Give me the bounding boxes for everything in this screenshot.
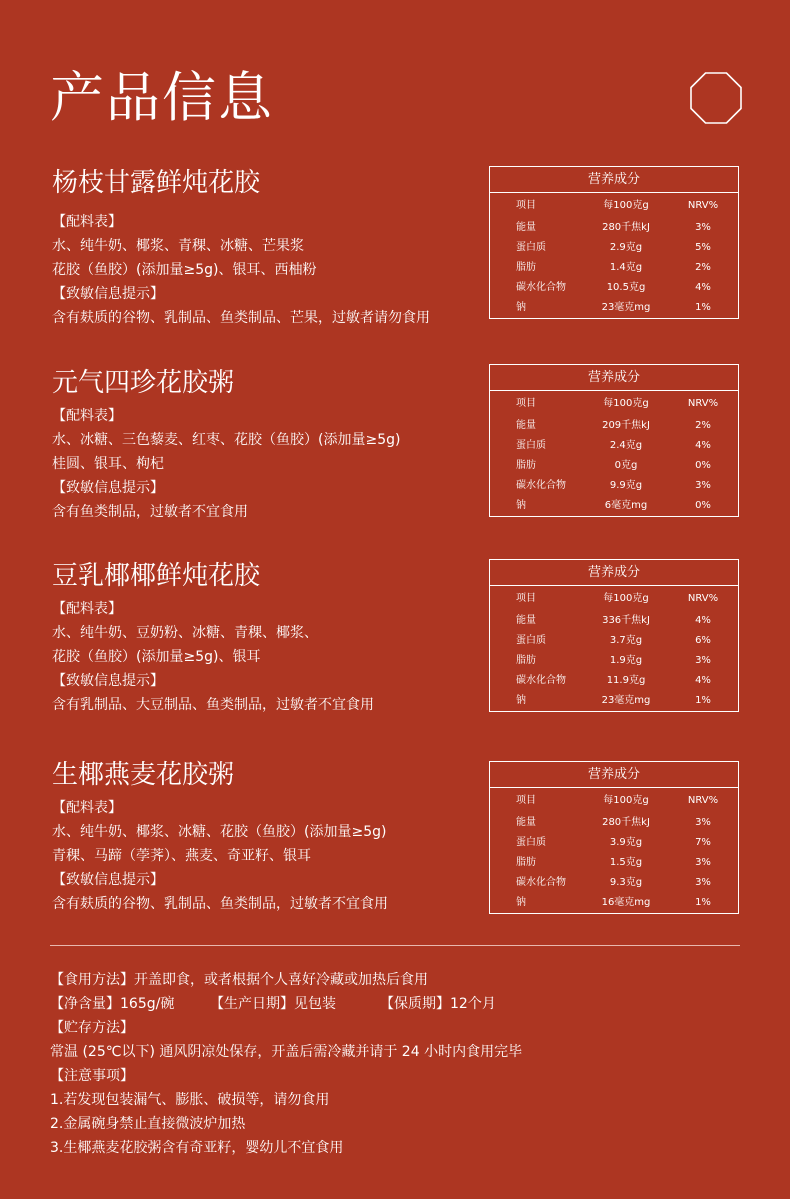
product-name: 豆乳椰椰鲜炖花胶 [52,561,261,591]
nutrition-row [490,631,738,651]
col-per: 每100克g [603,398,649,409]
net-weight: 【净含量】165g/碗 [50,996,175,1012]
product-name: 生椰燕麦花胶粥 [52,760,235,790]
note-item: 2.金属碗身禁止直接微波炉加热 [50,1116,246,1132]
nutrient-name: 脂肪 [516,857,536,868]
nutrient-value: 10.5克g [606,282,646,293]
nutrient-value: 23毫克mg [601,695,651,706]
ingredients-heading: 【配料表】 [52,601,122,617]
production-date: 【生产日期】见包装 [210,996,336,1012]
nutrient-nrv: 3% [695,857,711,868]
octagon-icon [690,72,742,124]
nutrition-row [490,456,738,476]
nutrient-nrv: 3% [695,877,711,888]
product-name: 元气四珍花胶粥 [52,368,235,398]
nutrient-nrv: 2% [695,262,711,273]
allergen-text: 含有乳制品、大豆制品、鱼类制品，过敏者不宜食用 [52,697,374,713]
nutrition-row [490,258,738,278]
nutrient-nrv: 0% [695,500,711,511]
ingredients-line: 花胶（鱼胶）(添加量≥5g)、银耳 [52,649,261,665]
note-item: 3.生椰燕麦花胶粥含有奇亚籽，婴幼儿不宜食用 [50,1140,344,1156]
ingredients-line: 青稞、马蹄（荸荠）、燕麦、奇亚籽、银耳 [52,848,311,864]
nutrition-row [490,278,738,298]
ingredients-heading: 【配料表】 [52,408,122,424]
nutrition-row [490,476,738,496]
col-per: 每100克g [603,200,649,211]
ingredients-heading: 【配料表】 [52,800,122,816]
nutrition-header-row [490,589,738,609]
nutrition-header-row [490,791,738,811]
nutrient-nrv: 3% [695,817,711,828]
nutrient-nrv: 1% [695,897,711,908]
nutrition-table-title: 营养成分 [490,762,738,788]
nutrition-row [490,218,738,238]
nutrient-value: 2.9克g [609,242,643,253]
col-per: 每100克g [603,795,649,806]
nutrition-table-title: 营养成分 [490,560,738,586]
nutrient-nrv: 3% [695,655,711,666]
nutrition-row [490,496,738,516]
nutrition-row [490,691,738,711]
allergen-heading: 【致敏信息提示】 [52,480,164,496]
ingredients-line: 水、纯牛奶、豆奶粉、冰糖、青稞、椰浆、 [52,625,318,641]
product-name: 杨枝甘露鲜炖花胶 [52,168,261,198]
nutrient-value: 23毫克mg [601,302,651,313]
notes-heading: 【注意事项】 [50,1068,134,1084]
col-item: 项目 [516,398,536,409]
nutrient-value: 2.4克g [609,440,643,451]
nutrition-table [489,559,739,712]
nutrition-row [490,893,738,913]
nutrient-name: 碳水化合物 [516,877,566,888]
allergen-text: 含有麸质的谷物、乳制品、鱼类制品，过敏者不宜食用 [52,896,388,912]
nutrient-value: 6毫克mg [604,500,648,511]
nutrition-table [489,364,739,517]
nutrient-name: 蛋白质 [516,242,546,253]
nutrient-name: 碳水化合物 [516,282,566,293]
nutrient-nrv: 2% [695,420,711,431]
nutrient-value: 1.4克g [609,262,643,273]
nutrient-nrv: 6% [695,635,711,646]
nutrient-value: 16毫克mg [601,897,651,908]
nutrient-nrv: 4% [695,675,711,686]
shelf-life: 【保质期】12个月 [380,996,496,1012]
nutrition-row [490,298,738,318]
nutrient-value: 1.5克g [609,857,643,868]
nutrient-value: 336千焦kJ [602,615,650,626]
nutrient-name: 碳水化合物 [516,480,566,491]
col-nrv: NRV% [687,795,719,806]
nutrition-table-title: 营养成分 [490,365,738,391]
nutrition-row [490,833,738,853]
section-divider [50,945,740,946]
ingredients-line: 水、冰糖、三色藜麦、红枣、花胶（鱼胶）(添加量≥5g) [52,432,401,448]
allergen-heading: 【致敏信息提示】 [52,286,164,302]
nutrition-row [490,436,738,456]
nutrient-value: 9.9克g [609,480,643,491]
ingredients-line: 水、纯牛奶、椰浆、青稞、冰糖、芒果浆 [52,238,304,254]
nutrient-name: 脂肪 [516,262,536,273]
col-nrv: NRV% [687,398,719,409]
nutrient-nrv: 1% [695,695,711,706]
nutrient-name: 能量 [516,222,536,233]
nutrient-name: 钠 [516,897,526,908]
nutrition-row [490,651,738,671]
nutrient-nrv: 3% [695,222,711,233]
nutrition-row [490,416,738,436]
nutrition-row [490,238,738,258]
nutrient-nrv: 1% [695,302,711,313]
ingredients-heading: 【配料表】 [52,214,122,230]
nutrition-row [490,611,738,631]
ingredients-line: 水、纯牛奶、椰浆、冰糖、花胶（鱼胶）(添加量≥5g) [52,824,387,840]
storage-text: 常温 (25℃以下) 通风阴凉处保存，开盖后需冷藏并请于 24 小时内食用完毕 [50,1044,523,1060]
allergen-text: 含有鱼类制品，过敏者不宜食用 [52,504,248,520]
nutrient-value: 280千焦kJ [602,222,650,233]
nutrition-row [490,671,738,691]
nutrient-nrv: 0% [695,460,711,471]
nutrient-value: 280千焦kJ [602,817,650,828]
nutrient-nrv: 5% [695,242,711,253]
nutrient-value: 209千焦kJ [602,420,650,431]
usage-text: 【食用方法】开盖即食，或者根据个人喜好冷藏或加热后食用 [50,972,428,988]
col-per: 每100克g [603,593,649,604]
nutrient-nrv: 7% [695,837,711,848]
nutrient-name: 钠 [516,500,526,511]
storage-heading: 【贮存方法】 [50,1020,134,1036]
nutrition-table [489,761,739,914]
nutrient-value: 11.9克g [606,675,646,686]
nutrition-table [489,166,739,319]
spec-line [50,994,496,1014]
nutrient-name: 蛋白质 [516,440,546,451]
nutrient-name: 脂肪 [516,460,536,471]
nutrient-name: 能量 [516,817,536,828]
col-nrv: NRV% [687,200,719,211]
nutrient-nrv: 4% [695,440,711,451]
allergen-text: 含有麸质的谷物、乳制品、鱼类制品、芒果，过敏者请勿食用 [52,310,430,326]
nutrient-value: 3.7克g [609,635,643,646]
nutrient-name: 钠 [516,695,526,706]
nutrient-value: 0克g [614,460,638,471]
ingredients-line: 花胶（鱼胶）(添加量≥5g)、银耳、西柚粉 [52,262,317,278]
nutrient-nrv: 3% [695,480,711,491]
nutrition-row [490,873,738,893]
nutrition-row [490,853,738,873]
page-title: 产品信息 [50,66,274,129]
nutrient-name: 能量 [516,615,536,626]
nutrient-value: 1.9克g [609,655,643,666]
col-item: 项目 [516,200,536,211]
allergen-heading: 【致敏信息提示】 [52,872,164,888]
nutrient-value: 9.3克g [609,877,643,888]
nutrient-name: 脂肪 [516,655,536,666]
nutrient-nrv: 4% [695,282,711,293]
nutrient-name: 蛋白质 [516,635,546,646]
col-item: 项目 [516,795,536,806]
nutrient-value: 3.9克g [609,837,643,848]
note-item: 1.若发现包装漏气、膨胀、破损等，请勿食用 [50,1092,330,1108]
nutrition-table-title: 营养成分 [490,167,738,193]
nutrient-nrv: 4% [695,615,711,626]
ingredients-line: 桂圆、银耳、枸杞 [52,456,164,472]
nutrition-header-row [490,196,738,216]
allergen-heading: 【致敏信息提示】 [52,673,164,689]
nutrition-header-row [490,394,738,414]
nutrient-name: 能量 [516,420,536,431]
nutrient-name: 碳水化合物 [516,675,566,686]
col-item: 项目 [516,593,536,604]
nutrition-row [490,813,738,833]
nutrient-name: 蛋白质 [516,837,546,848]
nutrient-name: 钠 [516,302,526,313]
col-nrv: NRV% [687,593,719,604]
